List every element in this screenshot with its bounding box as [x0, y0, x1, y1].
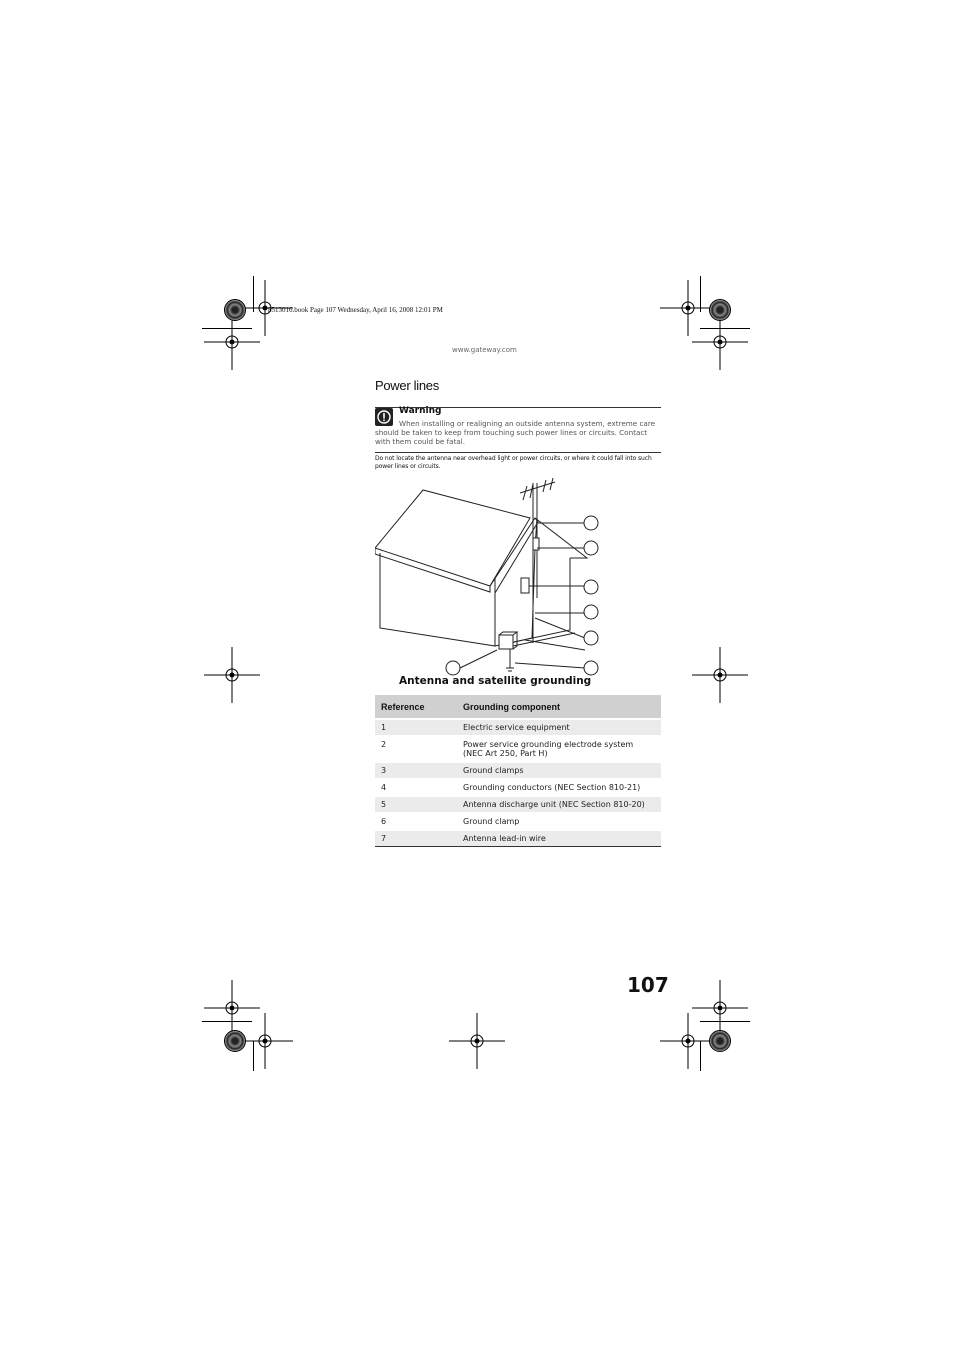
- crop-mark: [700, 276, 701, 312]
- table-row: [375, 762, 661, 779]
- registration-crosshair-icon: [449, 1013, 505, 1069]
- section-title: Power lines: [375, 378, 439, 393]
- cell-component: Antenna discharge unit (NEC Section 810-20): [457, 796, 661, 813]
- callout-3: [584, 580, 598, 594]
- cell-component: Ground clamps: [457, 762, 661, 779]
- cell-ref: 5: [375, 796, 457, 813]
- table-row: [375, 719, 661, 736]
- grounding-diagram: [375, 478, 615, 678]
- printer-slug: 8513016.book Page 107 Wednesday, April 16, 2008 12:01 PM: [268, 306, 443, 314]
- callout-1: [584, 516, 598, 530]
- cell-ref: 1: [375, 719, 457, 736]
- site-url: www.gateway.com: [452, 346, 517, 354]
- callout-7: [446, 661, 460, 675]
- registration-crosshair-icon: [204, 314, 260, 370]
- crop-mark: [202, 1021, 252, 1022]
- callout-5: [584, 631, 598, 645]
- cell-ref: 3: [375, 762, 457, 779]
- warning-text: When installing or realigning an outside antenna system, extreme care should be taken to keep from touching such power lines or circuits. Contact with them could be fatal.: [375, 419, 656, 446]
- crop-mark: [253, 276, 254, 312]
- registration-rosette-icon: [709, 1030, 731, 1052]
- registration-crosshair-icon: [692, 647, 748, 703]
- registration-crosshair-icon: [204, 647, 260, 703]
- header-reference: Reference: [375, 695, 457, 719]
- callout-4: [584, 605, 598, 619]
- crop-mark: [700, 1021, 750, 1022]
- cell-component: Grounding conductors (NEC Section 810-21): [457, 779, 661, 796]
- cell-component: Ground clamp: [457, 813, 661, 830]
- table-row: [375, 813, 661, 830]
- callout-2: [584, 541, 598, 555]
- cell-component: Power service grounding electrode system (NEC Art 250, Part H): [457, 736, 661, 762]
- page-number: 107: [627, 973, 669, 997]
- figure-caption: Antenna and satellite grounding: [399, 675, 592, 687]
- registration-rosette-icon: [709, 299, 731, 321]
- safety-note: Do not locate the antenna near overhead light or power circuits, or where it could fall into such power lines or circuits.: [375, 455, 652, 470]
- cell-component: Antenna lead-in wire: [457, 830, 661, 847]
- crop-mark: [253, 1041, 254, 1071]
- crop-mark: [700, 1041, 701, 1071]
- table-row: [375, 796, 661, 813]
- warning-title: Warning: [399, 406, 442, 416]
- crop-mark: [700, 328, 750, 329]
- cell-ref: 7: [375, 830, 457, 847]
- discharge-unit: [499, 635, 513, 649]
- table-row: [375, 830, 661, 847]
- house-roof: [375, 490, 530, 586]
- header-component: Grounding component: [457, 695, 661, 719]
- cell-ref: 6: [375, 813, 457, 830]
- registration-rosette-icon: [224, 1030, 246, 1052]
- table-row: [375, 779, 661, 796]
- grounding-table: [375, 695, 661, 847]
- callout-6: [584, 661, 598, 675]
- registration-crosshair-icon: [692, 314, 748, 370]
- crop-mark: [202, 328, 252, 329]
- cell-ref: 4: [375, 779, 457, 796]
- cell-ref: 2: [375, 736, 457, 762]
- cell-component: Electric service equipment: [457, 719, 661, 736]
- table-row: [375, 736, 661, 762]
- registration-rosette-icon: [224, 299, 246, 321]
